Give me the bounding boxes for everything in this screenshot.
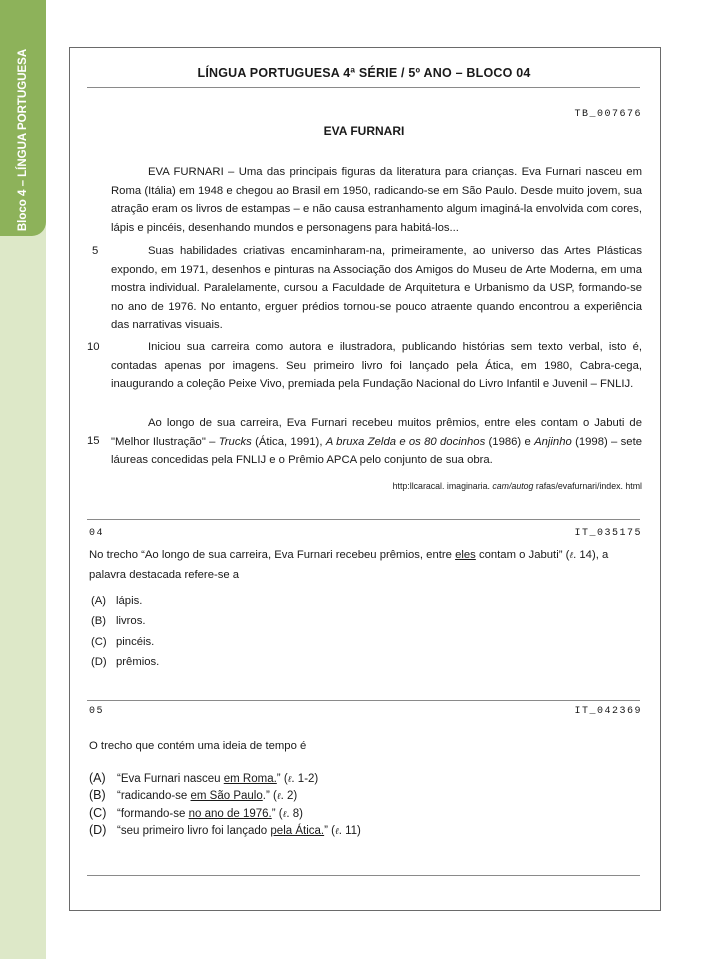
option-underlined: em São Paulo	[190, 790, 263, 802]
p4-title-trucks: Trucks	[218, 435, 252, 448]
p4-text-a: Ao longo de sua carreira, Eva Furnari recebeu muitos prêmios, entre eles contam o Jabuti de "Melhor Ilustração" –	[111, 417, 642, 448]
line-symbol: ℓ	[282, 810, 287, 820]
option-pre: “Eva Furnari nasceu	[117, 773, 224, 785]
line-symbol: ℓ	[276, 792, 281, 802]
option-ref: . 1-2)	[291, 773, 319, 785]
option-letter: (A)	[89, 771, 106, 785]
p4-title-anjinho: Anjinho	[534, 435, 572, 448]
option-ref: . 8)	[286, 808, 303, 820]
q04-stem-a: No trecho “Ao longo de sua carreira, Eva Furnari recebeu prêmios, entre	[89, 549, 456, 561]
paragraph-3	[111, 338, 642, 394]
text-title: EVA FURNARI	[323, 124, 405, 138]
q04-stem-underlined: eles	[455, 549, 476, 561]
paragraph-3-text: Iniciou sua carreira como autora e ilustradora, publicando histórias sem texto verbal, isto é, contadas apenas por imagens. Seu primeiro livro foi lançado pela Ática, em 1980, Cabra-cega, inaugurando a coleção Peixe Vivo, premiada pela Fundação Nacional do Livro Infantil e Juvenil – FNLIJ.	[111, 341, 642, 390]
q05-option-c[interactable]	[89, 806, 303, 820]
p4-text-c: (Ática, 1991),	[251, 435, 326, 448]
q04-option-d[interactable]	[91, 656, 159, 668]
option-underlined: pela Ática.	[270, 825, 325, 837]
bottom-divider	[87, 875, 640, 876]
q04-stem-b: contam o Jabuti” (	[475, 549, 570, 561]
line-symbol: ℓ	[287, 775, 292, 785]
paragraph-1	[111, 163, 642, 237]
option-post: ” (	[276, 773, 288, 785]
option-letter: (D)	[91, 656, 107, 668]
option-post: ” (	[324, 825, 335, 837]
option-letter: (A)	[91, 595, 107, 607]
q05-stem: O trecho que contém uma ideia de tempo é	[89, 740, 307, 752]
option-letter: (B)	[89, 788, 106, 802]
q04-stem-c: . 14), a palavra destacada refere-se a	[89, 549, 609, 581]
sidebar-tab	[0, 0, 46, 236]
source-c: rafas/evafurnari/index. html	[533, 481, 642, 491]
line-number-10: 10	[87, 341, 100, 353]
paragraph-2	[111, 242, 642, 335]
line-symbol: ℓ	[334, 827, 339, 837]
p4-title-bruxa: A bruxa Zelda e os 80 docinhos	[325, 435, 486, 448]
q05-number: 05	[89, 706, 105, 717]
option-text: pincéis.	[116, 636, 155, 648]
option-ref: . 11)	[338, 825, 361, 837]
q05-divider	[87, 700, 640, 701]
option-letter: (D)	[89, 823, 107, 837]
source-link[interactable]	[393, 481, 642, 491]
q05-option-a[interactable]	[89, 771, 318, 785]
q04-option-b[interactable]	[91, 615, 146, 627]
q04-stem	[89, 546, 641, 584]
sidebar-label: Bloco 4 – LÍNGUA PORTUGUESA	[17, 48, 29, 232]
p4-text-e: (1986) e	[485, 435, 535, 448]
q04-code: IT_035175	[574, 528, 642, 539]
p4-text-g: (1998) – sete láureas concedidas pela FNLIJ e o Prêmio APCA pelo conjunto de sua obra.	[111, 435, 642, 466]
option-text: lápis.	[116, 595, 143, 607]
option-letter: (B)	[91, 615, 107, 627]
line-symbol: ℓ	[569, 551, 574, 561]
option-pre: “seu primeiro livro foi lançado	[117, 825, 271, 837]
line-number-15: 15	[87, 435, 100, 447]
option-letter: (C)	[89, 806, 107, 820]
text-code: TB_007676	[574, 109, 642, 120]
q04-divider	[87, 519, 640, 520]
source-b: cam/autog	[492, 481, 534, 491]
q04-number: 04	[89, 528, 105, 539]
q04-option-c[interactable]	[91, 636, 154, 648]
option-underlined: no ano de 1976.	[188, 808, 272, 820]
option-text: livros.	[116, 615, 146, 627]
paragraph-1-text: EVA FURNARI – Uma das principais figuras da literatura para crianças. Eva Furnari nasceu em Roma (Itália) em 1948 e chegou ao Brasil em 1950, radicando-se em São Paulo. Desde muito jovem, sua atração eram os livros de estampas – e não causa estranhamento algum imaginá-la envolvida com cores, lápis e pincéis, desenhando mundos e personagens para habitá-los...	[111, 166, 642, 234]
option-underlined: em Roma.	[223, 773, 277, 785]
q05-code: IT_042369	[574, 706, 642, 717]
q05-option-b[interactable]	[89, 788, 297, 802]
q04-option-a[interactable]	[91, 595, 142, 607]
page-title: LÍNGUA PORTUGUESA 4ª SÉRIE / 5º ANO – BLOCO 04	[197, 66, 531, 80]
source-a: http:llcaracal. imaginaria.	[392, 481, 493, 491]
option-ref: . 2)	[280, 790, 298, 802]
option-pre: “formando-se	[117, 808, 189, 820]
option-pre: “radicando-se	[117, 790, 191, 802]
option-post: .” (	[262, 790, 277, 802]
sidebar	[0, 0, 46, 959]
q05-option-d[interactable]	[89, 823, 361, 837]
option-letter: (C)	[91, 636, 107, 648]
header-divider	[87, 87, 640, 88]
paragraph-2-text: Suas habilidades criativas encaminharam-na, primeiramente, ao universo das Artes Plásticas expondo, em 1971, desenhos e pinturas na Associação dos Amigos do Museu de Arte Moderna, em uma mostra individual. Paralelamente, cursou a Faculdade de Arquitetura e Urbanismo da USP, formando-se no ano de 1976. No entanto, erguer prédios tornou-se pouco atraente quando encontrou a experiência das narrativas visuais.	[111, 245, 642, 331]
option-text: prêmios.	[116, 656, 160, 668]
line-number-5: 5	[92, 245, 99, 257]
paragraph-4	[111, 414, 642, 470]
option-post: ” (	[271, 808, 283, 820]
